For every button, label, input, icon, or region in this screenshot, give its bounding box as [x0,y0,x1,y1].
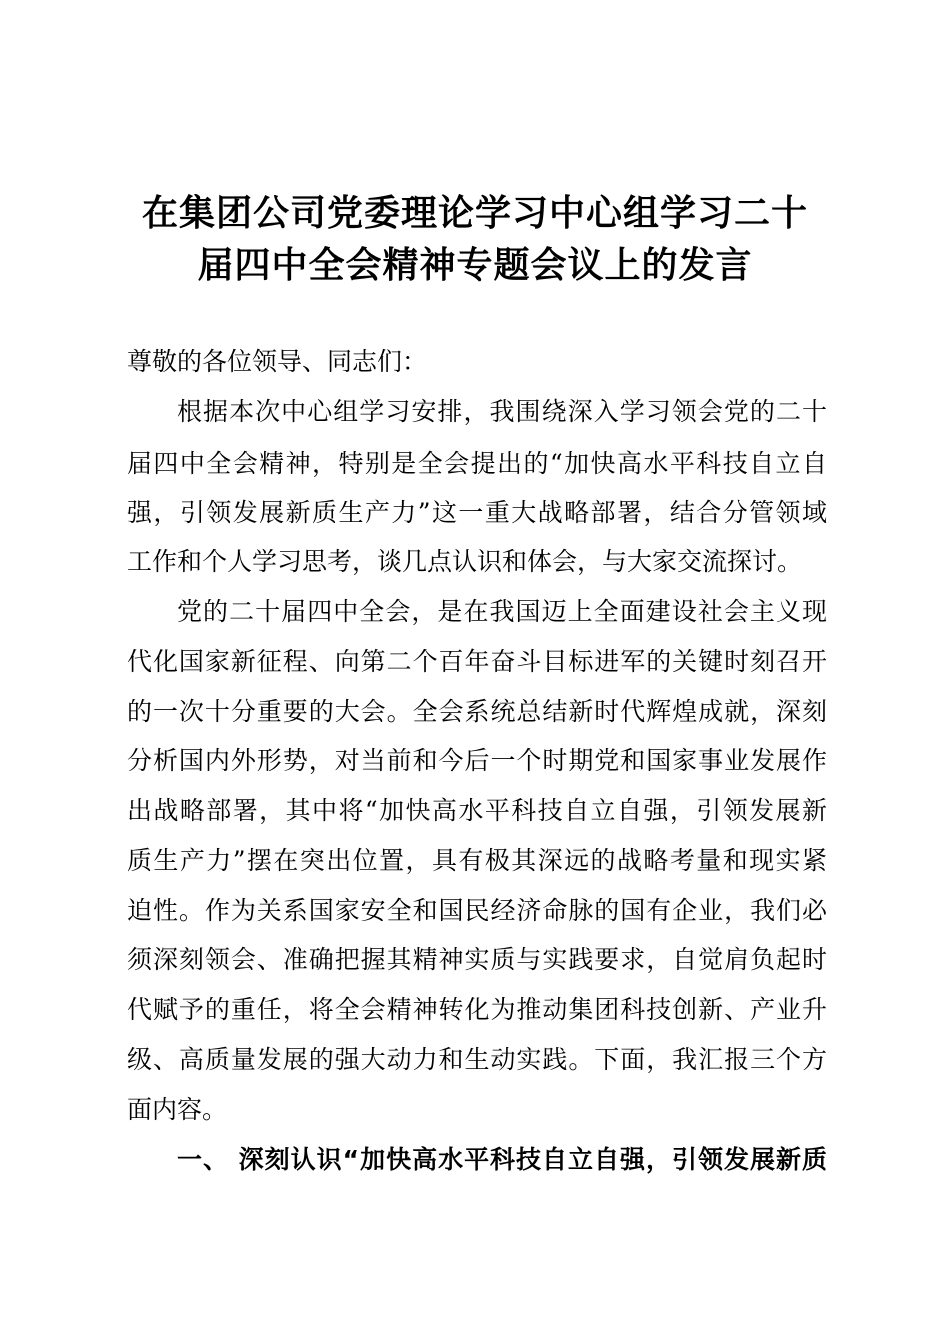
paragraph-2-line: 的一次十分重要的大会。全会系统总结新时代辉煌成就，深刻 [127,697,827,726]
salutation: 尊敬的各位领导、同志们： [127,347,428,376]
paragraph-2-line: 面内容。 [127,1095,228,1124]
paragraph-1-line: 根据本次中心组学习安排，我围绕深入学习领会党的二十 [177,397,827,426]
document-title-line-2: 届四中全会精神专题会议上的发言 [197,245,753,286]
paragraph-2-line: 级、高质量发展的强大动力和生动实践。下面，我汇报三个方 [127,1045,827,1074]
paragraph-2-line: 分析国内外形势，对当前和今后一个时期党和国家事业发展作 [127,746,827,775]
paragraph-2-line: 迫性。作为关系国家安全和国民经济命脉的国有企业，我们必 [127,896,827,925]
document-title-line-1: 在集团公司党委理论学习中心组学习二十 [141,193,808,234]
paragraph-2-line: 须深刻领会、准确把握其精神实质与实践要求，自觉肩负起时 [127,945,827,974]
paragraph-1-line: 强，引领发展新质生产力”这一重大战略部署，结合分管领域 [127,498,827,527]
paragraph-2-line: 出战略部署，其中将“加快高水平科技自立自强，引领发展新 [127,796,827,825]
paragraph-2-line: 代化国家新征程、向第二个百年奋斗目标进军的关键时刻召开 [127,647,827,676]
paragraph-2-line: 代赋予的重任，将全会精神转化为推动集团科技创新、产业升 [127,995,827,1024]
paragraph-1-line: 工作和个人学习思考，谈几点认识和体会，与大家交流探讨。 [127,547,803,576]
paragraph-2-line: 党的二十届四中全会，是在我国迈上全面建设社会主义现 [177,597,827,626]
paragraph-1-line: 届四中全会精神，特别是全会提出的“加快高水平科技自立自 [127,449,827,478]
section-1-heading: 一、 深刻认识“加快高水平科技自立自强，引领发展新质 [177,1145,827,1174]
paragraph-2-line: 质生产力”摆在突出位置，具有极其深远的战略考量和现实紧 [127,846,827,875]
